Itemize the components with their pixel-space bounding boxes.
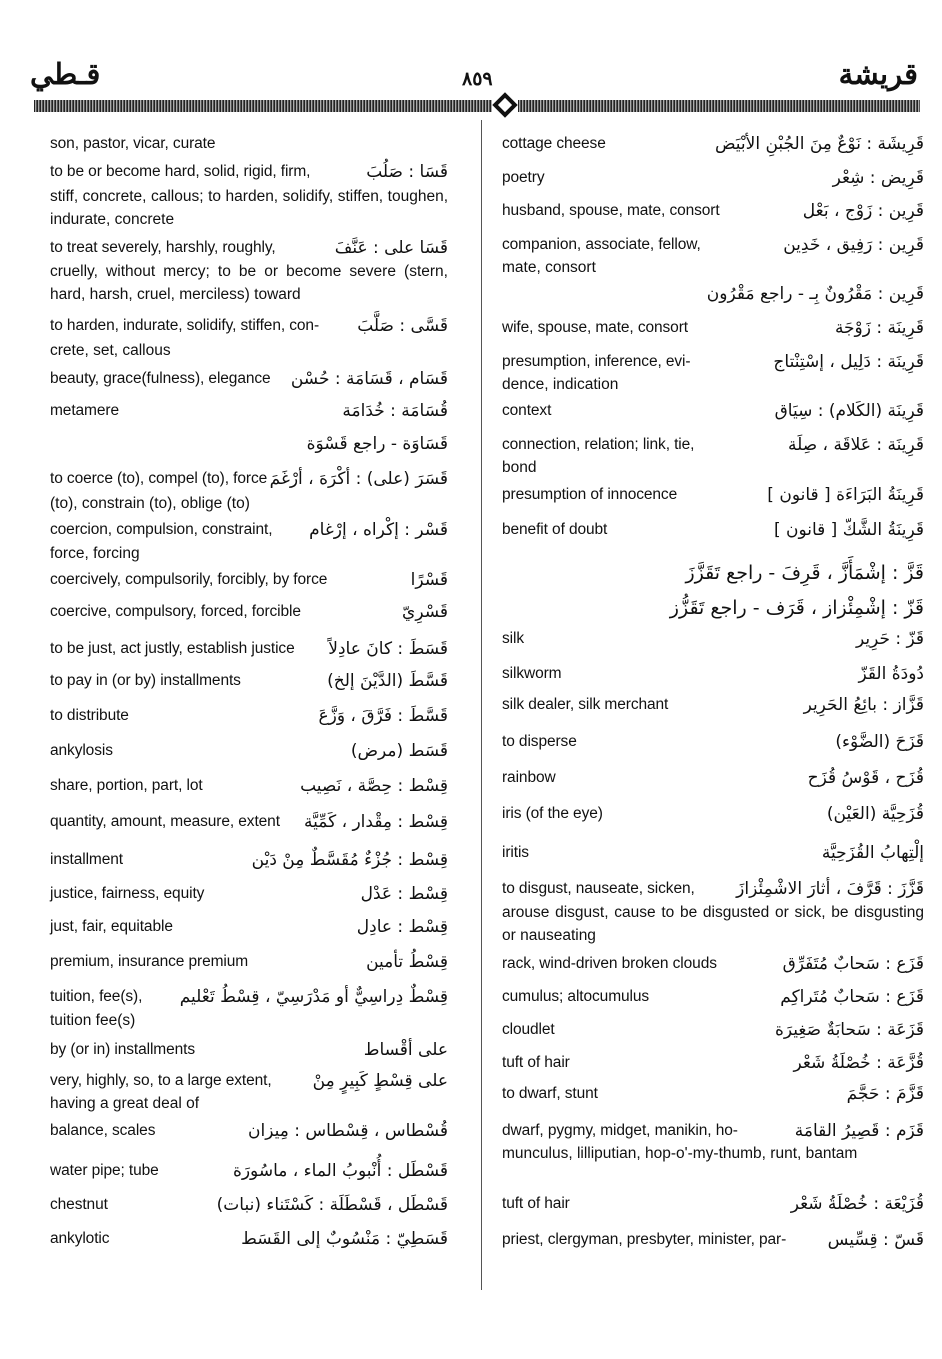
entry-continuation: munculus, lilliputian, hop-o'-my-thumb, runt, bantam [502, 1145, 858, 1162]
entry-arabic: قِسْط : عادِل [356, 917, 448, 937]
entry-arabic: قَسَّى : صَلَّبَ [357, 316, 448, 336]
entry-arabic: قَسْرًا [410, 570, 448, 590]
entry-english: to be just, act justly, establish justice [50, 640, 295, 657]
entry-line [50, 986, 448, 1008]
entry-line [50, 1194, 448, 1216]
entry-english: to coerce (to), compel (to), force [50, 470, 268, 487]
entry-arabic: قَسْطَل ، قَسْطَلَة : كَسْتَناء (نبات) [216, 1195, 448, 1215]
entry-arabic: قُزَّعَة : خُصْلَةُ شَعْر [793, 1053, 924, 1073]
entry-arabic: دُودَةُ القَزّ [858, 664, 924, 684]
entry-arabic: على أقْساط [363, 1040, 448, 1060]
entry-line [50, 400, 448, 422]
entry-arabic: قِسْط : حِصَّة ، نَصِيب [300, 776, 448, 796]
entry-arabic: قَسَّطَ : فَرَّقَ ، وَزَّعَ [318, 706, 448, 726]
entry-line [502, 694, 924, 716]
entry-line [502, 597, 924, 619]
entry-arabic: قَرِينَة : زَوْجَة [834, 318, 924, 338]
entry-arabic: قَزَّ : إشْمَأَزَّ ، قَرِفَ - راجع تَقَزَّزَ [685, 562, 924, 584]
entry-arabic: قَسَطِيّ : مَنْسُوبٌ إلى القَسَط [241, 1229, 448, 1249]
entry-arabic: قَزَّاز : بائِعُ الحَرِير [803, 695, 924, 715]
entry-arabic: قَسْطَل : أُنْبوبُ الماء ، ماسُورَة [232, 1161, 448, 1181]
entry-english: ankylosis [50, 742, 113, 759]
entry-arabic: قَسَا على : عَنَّفَ [334, 238, 448, 258]
entry-arabic: قَزَحَ (الضَّوْء) [835, 732, 924, 752]
entry-line [502, 1229, 924, 1251]
entry-english: presumption of innocence [502, 486, 678, 503]
entry-english: share, portion, part, lot [50, 777, 203, 794]
entry-line [50, 569, 448, 591]
entry-english: rack, wind-driven broken clouds [502, 955, 717, 972]
entry-english: wife, spouse, mate, consort [502, 319, 688, 336]
entry-arabic: قَرِينَة : عَلاقَة ، صِلَة [787, 435, 924, 455]
entry-english: beauty, grace(fulness), elegance [50, 370, 271, 387]
entry-continuation: stiff, concrete, callous; to harden, solidify, stiffen, toughen, indurate, concrete [50, 188, 448, 228]
column-divider [481, 120, 482, 1290]
entry-line [502, 628, 924, 650]
entry-continuation: cruelly, without mercy; to be or become severe (stern, hard, harsh, cruel, merciless) toward [50, 263, 448, 303]
entry-english: cloudlet [502, 1021, 555, 1038]
entry-continuation: mate, consort [502, 259, 596, 276]
entry-line [50, 951, 448, 973]
entry-line [50, 811, 448, 833]
entry-line [502, 400, 924, 422]
entry-line [50, 1039, 448, 1061]
entry-line [502, 767, 924, 789]
entry-line [50, 849, 448, 871]
entry-arabic: قَرِين : مَقْرُونٌ بِـ - راجع مَقْرُون [706, 284, 924, 304]
entry-line [502, 484, 924, 506]
entry-english: iris (of the eye) [502, 805, 603, 822]
entry-arabic: قَسَرَ (على) : أكْرَهَ ، أرْغَمَ [269, 469, 448, 489]
entry-arabic: قَرِينَة : دَلِيل ، إسْتِنْتاج [773, 352, 924, 372]
entry-english: cumulus; altocumulus [502, 988, 650, 1005]
entry-arabic: قُسْطاس ، قِسْطاس : مِيزان [248, 1121, 448, 1141]
entry-english: metamere [50, 402, 119, 419]
entry-english: companion, associate, fellow, [502, 236, 701, 253]
entry-arabic: قَرِيشَة : نَوْعٌ مِنَ الجُبْنِ الأبْيَض [714, 134, 924, 154]
entry-english: to be or become hard, solid, rigid, firm, [50, 163, 311, 180]
entry-arabic: إلْتِهابُ القُزَحِيَّة [821, 843, 924, 863]
entry-arabic: قَزّ : حَرِير [855, 629, 924, 649]
entry-arabic: قَسَام ، قَسَامَة : حُسْن [290, 369, 448, 389]
entry-arabic: قِسْط : مِقْدار ، كَمِّيَّة [304, 812, 448, 832]
entry-english: iritis [502, 844, 529, 861]
entry-line [50, 315, 448, 337]
entry-arabic: قَسْر : إكْراه ، إرْغام [309, 520, 448, 540]
entry-line [502, 663, 924, 685]
entry-continuation: (to), constrain (to), oblige (to) [50, 495, 250, 512]
entry-continuation: crete, set, callous [50, 342, 171, 359]
entry-english: presumption, inference, evi- [502, 353, 691, 370]
entry-english: silkworm [502, 665, 562, 682]
entry-arabic: قَرِين : زَوْج ، بَعْل [802, 201, 924, 221]
entry-line [502, 1052, 924, 1074]
entry-arabic: قَرِين : رَفِيق ، خَدِين [783, 235, 924, 255]
entry-line [50, 1160, 448, 1182]
entry-line [50, 1120, 448, 1142]
entry-arabic: قَرِينَةُ الشَّكّ [ قانون ] [773, 520, 924, 540]
entry-line [50, 237, 448, 259]
entry-english: cottage cheese [502, 135, 606, 152]
entry-line [502, 803, 924, 825]
entry-arabic: قَسْرِيّ [402, 602, 448, 622]
entry-continuation: arouse disgust, cause to be disgusted or sick, be disgusting or nauseating [502, 904, 924, 944]
entry-line [50, 1228, 448, 1250]
entry-arabic: قُزَيْعَة : خُصْلَةُ شَعْر [790, 1194, 924, 1214]
entry-line [50, 705, 448, 727]
entry-english: tuft of hair [502, 1195, 570, 1212]
entry-line [50, 670, 448, 692]
entry-english: to harden, indurate, solidify, stiffen, con- [50, 317, 320, 334]
entry-english: to pay in (or by) installments [50, 672, 241, 689]
entry-line [502, 283, 924, 305]
entry-line [502, 953, 924, 975]
entry-english: coercive, compulsory, forced, forcible [50, 603, 301, 620]
entry-english: just, fair, equitable [50, 918, 173, 935]
entry-english: coercion, compulsion, constraint, [50, 521, 273, 538]
entry-english: dwarf, pygmy, midget, manikin, ho- [502, 1122, 738, 1139]
entry-arabic: قَسَّطَ (الدَّيْنَ إلخ) [327, 671, 448, 691]
entry-line [502, 434, 924, 456]
entry-english: premium, insurance premium [50, 953, 249, 970]
entry-line [502, 351, 924, 373]
entry-arabic: قَسّ : قِسِّيس [827, 1230, 924, 1250]
entry-line [502, 842, 924, 864]
entry-line [502, 133, 924, 155]
entry-arabic: قُسَامَة : خُدَامَة [342, 401, 448, 421]
entry-line [50, 601, 448, 623]
entry-arabic: قَزَع : سَحابٌ مُتَفَرِّق [782, 954, 924, 974]
entry-line [502, 200, 924, 222]
entry-english: silk [502, 630, 524, 647]
entry-english: context [502, 402, 552, 419]
entry-line [502, 878, 924, 900]
entry-english: water pipe; tube [50, 1162, 159, 1179]
entry-arabic: قَزَعَة : سَحابَةٌ صَغِيرَة [775, 1020, 924, 1040]
entry-arabic: قَرِينَةُ البَرَاءَة [ قانون ] [767, 485, 924, 505]
entry-english: to treat severely, harshly, roughly, [50, 239, 276, 256]
entry-english: justice, fairness, equity [50, 885, 205, 902]
entry-english: installment [50, 851, 123, 868]
entry-continuation: bond [502, 459, 537, 476]
entry-english: to disperse [502, 733, 577, 750]
entry-arabic: قَرِينَة (الكَلام) : سِيَاق [774, 401, 924, 421]
entry-arabic: قَرِيض : شِعْر [832, 168, 924, 188]
entry-english: priest, clergyman, presbyter, minister, par- [502, 1231, 787, 1248]
entry-english: poetry [502, 169, 545, 186]
entry-english: chestnut [50, 1196, 108, 1213]
entry-arabic: قَزَّزَ : قَرَّفَ ، أثارَ الاشْمِئْزازَ [736, 879, 924, 899]
entry-english: by (or in) installments [50, 1041, 195, 1058]
entry-line [502, 167, 924, 189]
entry-english: rainbow [502, 769, 556, 786]
entry-english: to disgust, nauseate, sicken, [502, 880, 695, 897]
entry-arabic: قِسْط : جُزْءٌ مُقَسَّطٌ مِنْ دَيْن [251, 850, 448, 870]
entry-line [50, 638, 448, 660]
entry-english: quantity, amount, measure, extent [50, 813, 280, 830]
entry-line [502, 731, 924, 753]
entry-line [50, 740, 448, 762]
left-guide-word: قـطي [30, 57, 101, 91]
entry-line [502, 1083, 924, 1105]
entry-line [50, 916, 448, 938]
entry-line [502, 1193, 924, 1215]
entry-arabic: على قِسْطٍ كَبِيرٍ مِنْ [312, 1071, 448, 1091]
entry-line [502, 562, 924, 584]
entry-continuation: force, forcing [50, 545, 140, 562]
entry-arabic: قَزّ : إشْمِئْزاز ، قَرَف - راجع تَقَزُّز [669, 597, 924, 619]
entry-english: coercively, compulsorily, forcibly, by force [50, 571, 328, 588]
entry-english: balance, scales [50, 1122, 156, 1139]
entry-arabic: قَسَطَ : كانَ عادِلاً [328, 639, 448, 659]
entry-line [502, 1019, 924, 1041]
entry-arabic: قَزَم : قَصِيرُ القامَة [794, 1121, 924, 1141]
entry-line [502, 519, 924, 541]
entry-english: to dwarf, stunt [502, 1085, 598, 1102]
entry-line [50, 161, 448, 183]
entry-arabic: قِسْطٌ دِراسِيٌّ أو مَدْرَسِيّ ، قِسْطُ تَعْليم [179, 987, 448, 1007]
entry-line [502, 1120, 924, 1142]
entry-arabic: قِسْطُ تأمين [366, 952, 448, 972]
page-number: ٨٥٩ [462, 68, 493, 90]
entry-continuation: dence, indication [502, 376, 619, 393]
entry-arabic: قَسَط (مرض) [350, 741, 448, 761]
entry-continuation: tuition fee(s) [50, 1012, 136, 1029]
entry-continuation: having a great deal of [50, 1095, 200, 1112]
entry-arabic: قُزَح ، قَوْسُ قُزَح [807, 768, 924, 788]
header-ornament-band-right [518, 100, 920, 112]
right-guide-word: قريشة [838, 57, 918, 91]
entry-english: connection, relation; link, tie, [502, 436, 695, 453]
entry-arabic: قُزَحِيَّة (العَيْن) [826, 804, 924, 824]
entry-english: silk dealer, silk merchant [502, 696, 669, 713]
entry-english: very, highly, so, to a large extent, [50, 1072, 272, 1089]
entry-line [50, 433, 448, 455]
entry-line [50, 1070, 448, 1092]
entry-line [50, 519, 448, 541]
entry-line [50, 775, 448, 797]
entry-english: benefit of doubt [502, 521, 608, 538]
entry-arabic: قَزَع : سَحابٌ مُتَراكِم [780, 987, 924, 1007]
header-ornament-band-left [34, 100, 492, 112]
entry-arabic: قَسَاوَة - راجع قَسْوَة [306, 434, 448, 454]
entry-english: to distribute [50, 707, 129, 724]
entry-arabic: قَزَّمَ : حَجَّمَ [846, 1084, 924, 1104]
entry-line [50, 133, 448, 155]
entry-line [502, 986, 924, 1008]
entry-english: son, pastor, vicar, curate [50, 135, 216, 152]
entry-english: ankylotic [50, 1230, 110, 1247]
entry-arabic: قَسَا : صَلُبَ [366, 162, 448, 182]
entry-line [502, 234, 924, 256]
entry-english: tuition, fee(s), [50, 988, 143, 1005]
entry-line [50, 468, 448, 490]
entry-arabic: قِسْط : عَدْل [360, 884, 448, 904]
entry-line [50, 883, 448, 905]
entry-line [502, 317, 924, 339]
entry-line [50, 368, 448, 390]
entry-english: husband, spouse, mate, consort [502, 202, 720, 219]
entry-english: tuft of hair [502, 1054, 570, 1071]
